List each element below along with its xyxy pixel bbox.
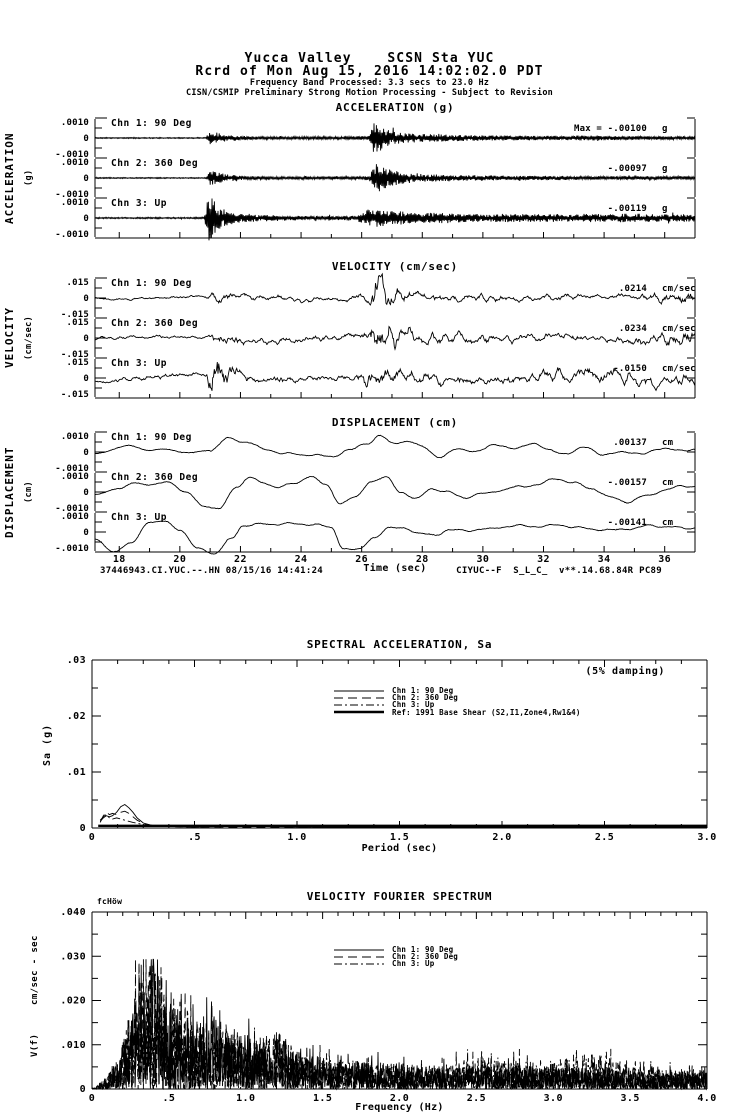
x-tick-label: 1.0 [236,1093,256,1104]
peak-value-label: .00137 [613,438,647,448]
peak-value-label: .0234 [618,324,647,334]
x-tick-label: 26 [355,554,369,565]
y-tick-label: 0 [83,294,89,304]
y-tick-label: .0010 [60,512,89,522]
channel-label: Chn 1: 90 Deg [111,118,192,129]
y-tick-label: 0 [83,174,89,184]
x-tick-label: 2.0 [389,1093,410,1104]
x-tick-label: 3.0 [697,832,717,843]
processing-id-footer: CIYUC--F S_L_C_ v**.14.68.84R PC89 [456,566,662,576]
x-tick-label: 1.0 [287,832,307,843]
peak-value-label: -.00097 [607,164,647,174]
x-tick-label: 2.0 [492,832,512,843]
peak-unit-label: g [662,204,668,214]
legend-line-sample [333,708,385,716]
x-tick-label: 30 [476,554,490,565]
y-tick-label: -.015 [60,350,89,360]
frequency-band-note: Frequency Band Processed: 3.3 secs to 23.0 Hz [249,78,490,88]
x-tick-label: 22 [234,554,247,565]
x-tick-label: 3.5 [620,1093,640,1104]
y-tick-label: 0 [83,448,89,458]
legend-item [333,709,581,716]
legend-label: Chn 3: Up [392,959,435,969]
legend-item [333,960,458,967]
channel-label: Chn 1: 90 Deg [111,278,192,289]
y-tick-label: .03 [66,655,86,666]
y-tick-label: -.015 [60,390,89,400]
peak-value-label: -.0150 [613,364,647,374]
x-tick-label: 18 [112,554,126,565]
channel-label: Chn 2: 360 Deg [111,158,199,169]
peak-unit-label: g [662,164,668,174]
period-axis-label: Period (sec) [361,843,438,854]
y-tick-label: .040 [60,907,86,918]
peak-unit-label: cm/sec [662,324,696,334]
legend-label: Chn 2: 360 Deg [392,693,459,703]
y-tick-label: 0 [83,214,89,224]
displacement-chn-3-trace [95,521,695,554]
peak-unit-label: cm [662,518,674,528]
fourier-chart-title: VELOCITY FOURIER SPECTRUM [306,890,493,903]
y-tick-label: 0 [83,374,89,384]
x-tick-label: 2.5 [594,832,615,843]
y-tick-label: 0 [83,488,89,498]
x-tick-label: .5 [162,1093,176,1104]
channel-label: Chn 3: Up [111,512,167,523]
y-tick-label: .010 [60,1039,86,1051]
sa-chart-title: SPECTRAL ACCELERATION, Sa [306,638,493,651]
peak-unit-label: cm/sec [662,364,696,374]
x-tick-label: 24 [294,554,308,565]
peak-value-label: -.00119 [607,204,647,214]
y-tick-label: .0010 [60,118,89,128]
fourier-y-axis-label: V(f) [30,1033,40,1057]
peak-value-label: Max = -.00100 [573,124,647,134]
acceleration-chn-3-trace [95,199,695,241]
x-tick-label: 3.0 [543,1093,563,1104]
y-tick-label: -.015 [60,310,89,320]
peak-unit-label: g [662,124,668,134]
y-tick-label: .015 [66,318,89,328]
x-tick-label: 34 [597,554,611,565]
sa-y-axis-label: Sa (g) [42,723,53,767]
legend-label: Chn 2: 360 Deg [392,952,459,962]
y-tick-label: -.0010 [55,190,89,200]
acceleration-section-title: ACCELERATION (g) [335,101,455,114]
y-tick-label: -.0010 [55,230,89,240]
x-tick-label: 1.5 [312,1093,333,1104]
fourier-legend [333,946,458,968]
filter-corner-note: fcHöw [97,897,123,906]
x-tick-label: 28 [415,554,429,565]
peak-value-label: .0214 [618,284,647,294]
channel-label: Chn 3: Up [111,198,167,209]
y-tick-label: .0010 [60,472,89,482]
x-tick-label: 4.0 [697,1093,717,1104]
fourier-y-unit-label: cm/sec - sec [30,935,40,1006]
time-axis-label: Time (sec) [363,563,427,574]
y-tick-label: .015 [66,358,89,368]
legend-label: Ref: 1991 Base Shear (S2,I1,Zone4,Rw1&4) [392,707,581,717]
y-tick-label: .020 [60,995,86,1007]
x-tick-label: 20 [173,554,187,565]
y-tick-label: 0 [83,134,89,144]
y-tick-label: .0010 [60,158,89,168]
x-tick-label: 32 [537,554,550,565]
y-tick-label: -.0010 [55,504,89,514]
frequency-axis-label: Frequency (Hz) [355,1102,444,1113]
x-tick-label: 36 [658,554,672,565]
x-tick-label: 0 [88,1093,96,1104]
x-tick-label: 1.5 [389,832,410,843]
processing-notice: CISN/CSMIP Preliminary Strong Motion Processing - Subject to Revision [186,88,553,98]
channel-label: Chn 1: 90 Deg [111,432,192,443]
y-tick-label: 0 [83,528,89,538]
velocity-chn-2-trace [95,327,695,350]
y-tick-label: 0 [83,334,89,344]
station-title: Yucca Valley SCSN Sta YUC [244,51,495,66]
y-tick-label: 0 [79,823,86,834]
sa-series-1-trace [100,805,707,828]
y-tick-label: .0010 [60,198,89,208]
record-time-line: Rcrd of Mon Aug 15, 2016 14:02:02.0 PDT [195,64,544,79]
peak-value-label: -.00141 [607,518,647,528]
peak-unit-label: cm/sec [662,284,696,294]
y-tick-label: .02 [66,711,86,722]
displacement-axis-unit: (cm) [24,480,34,504]
y-tick-label: -.0010 [55,150,89,160]
velocity-section-title: VELOCITY (cm/sec) [331,260,459,273]
acceleration-axis-unit: (g) [24,169,34,187]
y-tick-label: -.0010 [55,464,89,474]
legend-label: Chn 1: 90 Deg [392,945,454,955]
displacement-axis-label: DISPLACEMENT [3,446,16,538]
acceleration-axis-label: ACCELERATION [3,132,16,224]
channel-label: Chn 3: Up [111,358,167,369]
x-tick-label: .5 [188,832,201,843]
record-id-footer: 37446943.CI.YUC.--.HN 08/15/16 14:41:24 [100,566,324,576]
legend-line-sample [333,960,385,968]
x-tick-label: 0 [88,832,96,843]
channel-label: Chn 2: 360 Deg [111,472,199,483]
y-tick-label: 0 [79,1084,86,1095]
y-tick-label: .01 [66,767,86,778]
y-tick-label: -.0010 [55,544,89,554]
velocity-axis-label: VELOCITY [3,307,16,369]
peak-unit-label: cm [662,478,674,488]
x-tick-label: 2.5 [466,1093,487,1104]
channel-label: Chn 2: 360 Deg [111,318,199,329]
sa-legend [333,687,581,716]
y-tick-label: .015 [66,278,89,288]
damping-annotation: (5% damping) [585,666,665,677]
peak-value-label: -.00157 [607,478,647,488]
velocity-axis-unit: (cm/sec) [24,315,34,361]
y-tick-label: .0010 [60,432,89,442]
peak-unit-label: cm [662,438,674,448]
velocity-chn-3-trace [95,362,695,391]
legend-label: Chn 1: 90 Deg [392,686,454,696]
displacement-section-title: DISPLACEMENT (cm) [331,416,459,429]
legend-label: Chn 3: Up [392,700,435,710]
y-tick-label: .030 [60,951,86,963]
